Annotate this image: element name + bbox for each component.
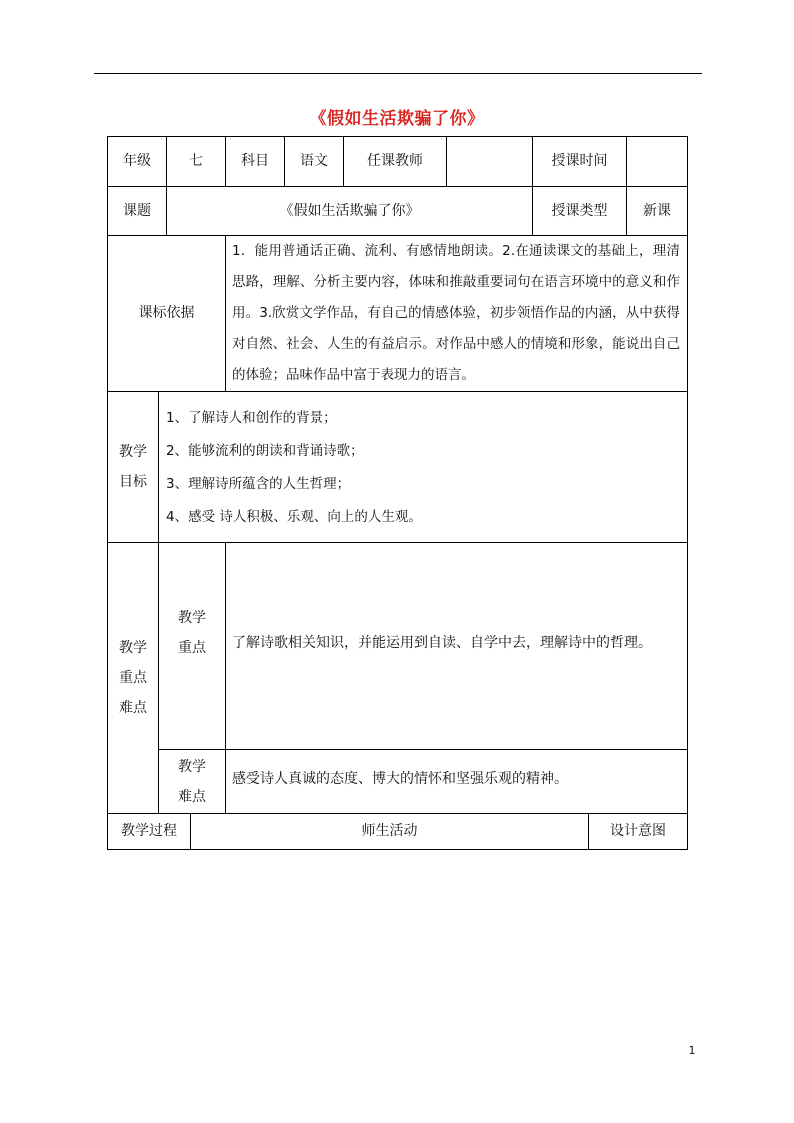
teacher-value xyxy=(447,137,532,186)
objective-item: 3、理解诗所蕴含的人生哲理； xyxy=(166,476,351,492)
key-points-label-line: 难点 xyxy=(119,700,147,716)
key-points-label-line: 重点 xyxy=(119,670,147,686)
key-points-label xyxy=(108,543,158,813)
difficulty-text: 感受诗人真诚的态度、博大的情怀和坚强乐观的精神。 xyxy=(232,771,568,788)
grade-value: 七 xyxy=(189,153,203,170)
objectives-label xyxy=(108,392,158,542)
objectives-label-line: 目标 xyxy=(119,474,147,490)
lesson-type-value: 新课 xyxy=(643,202,671,219)
key-points-label-line: 教学 xyxy=(119,640,147,656)
curriculum-label: 课标依据 xyxy=(138,305,195,322)
objectives-label-line: 教学 xyxy=(119,444,147,460)
grade-label: 年级 xyxy=(123,153,151,170)
document-title: 《假如生活欺骗了你》 xyxy=(309,109,485,129)
teacher-label: 任课教师 xyxy=(367,153,423,170)
table-line xyxy=(158,391,159,542)
objectives-list xyxy=(166,402,681,534)
subject-value: 语文 xyxy=(300,153,328,170)
curriculum-text: 1．能用普通话正确、流利、有感情地朗读。2.在通读课文的基础上，理清思路，理解、分析主要内容，体味和推敲重要词句在语言环境中的意义和作用。3.欣赏文学作品，有自己的情感体验，初步领悟作品的内涵，从中获得对自然、社会、人生的有益启示。对作品中感人的情境和形象，能说出自己的体验；品味作品中富于表现力的语言。 xyxy=(232,243,680,383)
topic-label: 课题 xyxy=(123,202,151,219)
focus-text: 了解诗歌相关知识，并能运用到自读、自学中去，理解诗中的哲理。 xyxy=(232,634,652,651)
page-number: 1 xyxy=(688,1044,696,1057)
focus-label xyxy=(159,543,225,749)
table-line xyxy=(225,235,226,391)
process-label: 教学过程 xyxy=(121,823,177,840)
time-label: 授课时间 xyxy=(551,153,608,170)
lesson-type-label: 授课类型 xyxy=(551,202,608,219)
focus-label-line: 教学 xyxy=(178,610,206,626)
difficulty-label-line: 教学 xyxy=(178,758,206,775)
table-line xyxy=(687,136,688,850)
objective-item: 4、感受 诗人积极、乐观、向上的人生观。 xyxy=(166,509,422,525)
design-intent-header: 设计意图 xyxy=(610,823,666,840)
difficulty-label-line: 难点 xyxy=(178,788,206,805)
objective-item: 1、了解诗人和创作的背景； xyxy=(166,410,337,426)
table-line xyxy=(225,542,226,813)
table-line xyxy=(107,849,688,850)
focus-label-line: 重点 xyxy=(178,640,206,656)
topic-value: 《假如生活欺骗了你》 xyxy=(279,202,420,219)
header-rule xyxy=(94,73,702,74)
activities-header: 师生活动 xyxy=(361,823,418,840)
time-value xyxy=(627,137,687,186)
table-line xyxy=(107,391,688,392)
subject-label: 科目 xyxy=(241,153,269,170)
objective-item: 2、能够流利的朗读和背诵诗歌； xyxy=(166,443,364,459)
difficulty-label xyxy=(159,750,225,813)
